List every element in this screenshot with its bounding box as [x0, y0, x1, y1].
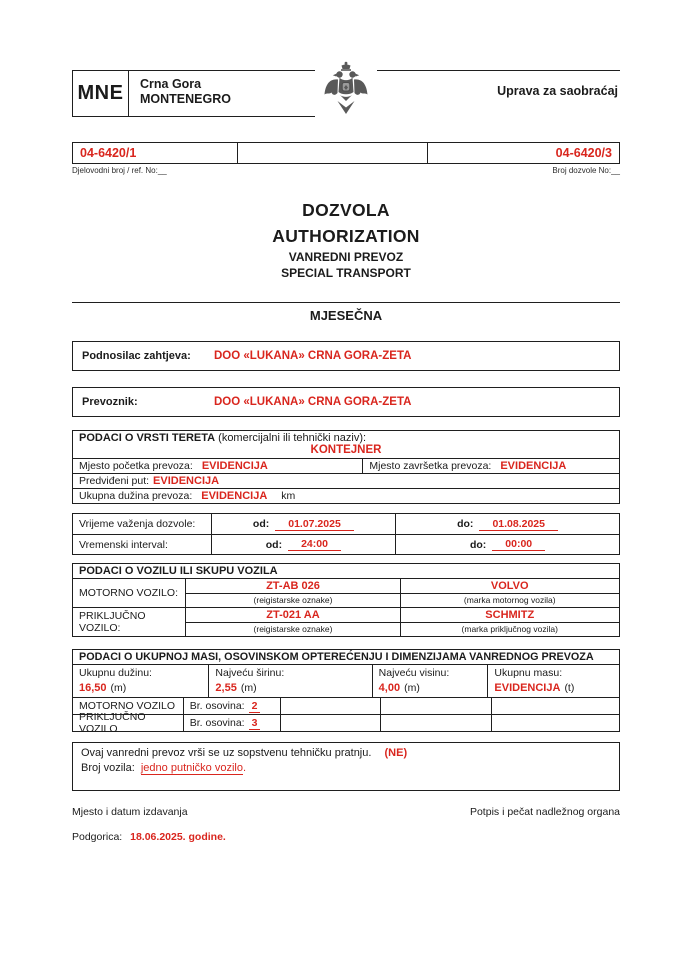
- cargo-distance-label: Ukupna dužina prevoza:: [79, 490, 193, 502]
- validity-row: [73, 514, 619, 534]
- cargo-end-cell: [362, 459, 619, 473]
- empty-cell: [380, 715, 491, 731]
- escort-flag-value: (NE): [384, 747, 408, 759]
- trailer-axles-cell: [183, 715, 281, 731]
- validity-to-cell: [395, 514, 619, 534]
- dimensions-values-row: [73, 664, 619, 697]
- escort-count-value: jedno putničko vozilo: [140, 762, 243, 774]
- horizontal-rule: [72, 302, 620, 303]
- reference-number-strip: [72, 142, 620, 164]
- motor-vehicle-row: [73, 578, 619, 607]
- cargo-start-label: Mjesto početka prevoza:: [79, 460, 193, 472]
- motor-vehicle-plate: ZT-AB 026: [186, 579, 399, 594]
- motor-axles-cell: [183, 698, 281, 714]
- issue-place: Podgorica:: [72, 831, 123, 843]
- applicant-row: [72, 341, 620, 371]
- height-unit: (m): [404, 682, 420, 694]
- empty-cell: [280, 715, 379, 731]
- mass-unit: (t): [564, 682, 575, 694]
- width-cell: [208, 665, 371, 697]
- trailer-axles-vehicle: PRIKLJUČNO VOZILO: [79, 711, 146, 735]
- motor-vehicle-make: VOLVO: [401, 579, 619, 594]
- cargo-route-cell: [73, 474, 619, 488]
- valid-to-value: 01.08.2025: [479, 518, 558, 531]
- interval-from-value: 24:00: [288, 538, 341, 551]
- ref-left-caption: Djelovodni broj / ref. No:__: [72, 166, 167, 175]
- cargo-route-label: Predviđeni put:: [79, 475, 150, 487]
- height-cell: [372, 665, 488, 697]
- width-unit: (m): [240, 682, 257, 694]
- carrier-value: DOO «LUKANA» CRNA GORA-ZETA: [214, 396, 412, 408]
- motor-vehicle-label: MOTORNO VOZILO:: [79, 587, 178, 599]
- validity-section: [72, 513, 620, 555]
- escort-statement: Ovaj vanredni prevoz vrši se uz sopstvenu tehničku pratnju.: [81, 747, 372, 759]
- validity-label: Vrijeme važenja dozvole:: [79, 518, 196, 530]
- empty-cell: [491, 698, 619, 714]
- interval-to-value: 00:00: [492, 538, 545, 551]
- trailer-vehicle-make-cell: [400, 608, 619, 636]
- carrier-row: [72, 387, 620, 417]
- cargo-title-bold: PODACI O VRSTI TERETA: [79, 432, 216, 444]
- authority-name: Uprava za saobraćaj: [497, 84, 618, 98]
- trailer-axles-row: [73, 711, 619, 735]
- signature-label: Potpis i pečat nadležnog organa: [469, 806, 620, 818]
- cargo-name: KONTEJNER: [310, 444, 382, 456]
- document-header: [72, 70, 620, 117]
- trailer-vehicle-label: PRIKLJUČNO VOZILO:: [79, 610, 146, 634]
- do-label: do:: [457, 518, 474, 530]
- doc-subtitle-local: VANREDNI PREVOZ: [288, 250, 404, 264]
- empty-cell: [280, 698, 379, 714]
- height-value: 4,00: [378, 682, 401, 694]
- interval-to-cell: [395, 535, 619, 554]
- mass-label: Ukupnu masu:: [494, 667, 563, 679]
- dimensions-section-title: PODACI O UKUPNOJ MASI, OSOVINSKOM OPTEREĆENJU I DIMENZIJAMA VANREDNOG PREVOZA: [79, 651, 594, 663]
- cargo-end-label: Mjesto završetka prevoza:: [369, 460, 492, 472]
- motor-axles-label: Br. osovina:: [189, 700, 245, 712]
- cargo-distance-unit: km: [281, 490, 296, 502]
- country-code: MNE: [73, 71, 129, 116]
- length-value: 16,50: [79, 682, 107, 694]
- trailer-vehicle-plate: ZT-021 AA: [186, 608, 399, 623]
- interval-from-cell: [211, 535, 396, 554]
- cargo-distance-cell: [73, 489, 619, 503]
- applicant-label: Podnosilac zahtjeva:: [82, 350, 191, 362]
- vehicles-section: [72, 563, 620, 637]
- ref-right-caption: Broj dozvole No:__: [552, 166, 620, 175]
- od-label: od:: [265, 538, 283, 551]
- footer-labels: [72, 806, 620, 818]
- interval-row: [73, 534, 619, 554]
- cargo-places-row: [73, 458, 619, 473]
- escort-count-suffix: .: [242, 762, 247, 774]
- escort-section: [72, 742, 620, 791]
- length-unit: (m): [110, 682, 127, 694]
- valid-from-value: 01.07.2025: [275, 518, 354, 531]
- motor-axles-vehicle: MOTORNO VOZILO: [79, 700, 176, 712]
- do-label: do:: [469, 538, 487, 551]
- country-name-english: MONTENEGRO: [140, 92, 231, 106]
- empty-cell: [380, 698, 491, 714]
- carrier-label: Prevoznik:: [82, 396, 138, 408]
- interval-label: Vremenski interval:: [79, 538, 168, 551]
- escort-line1: [81, 746, 611, 761]
- motor-vehicle-make-caption: (marka motornog vozila): [463, 595, 556, 605]
- applicant-value: DOO «LUKANA» CRNA GORA-ZETA: [214, 350, 412, 362]
- issue-place-label: Mjesto i datum izdavanja: [72, 806, 188, 818]
- od-label: od:: [252, 518, 270, 530]
- ref-number-middle: [237, 143, 428, 163]
- trailer-vehicle-make: SCHMITZ: [401, 608, 619, 623]
- doc-title-local: DOZVOLA: [302, 200, 390, 220]
- height-label: Najveću visinu:: [378, 667, 450, 679]
- mass-value: EVIDENCIJA: [494, 682, 561, 694]
- cargo-section-title: [73, 431, 619, 444]
- issue-date: 18.06.2025. godine.: [130, 831, 226, 843]
- cargo-route-value: EVIDENCIJA: [153, 475, 220, 487]
- trailer-vehicle-plate-caption: (reigistarske oznake): [253, 624, 333, 634]
- validity-from-cell: [211, 514, 396, 534]
- cargo-route-row: [73, 473, 619, 488]
- escort-line2: [81, 761, 611, 776]
- cargo-start-value: EVIDENCIJA: [201, 460, 268, 472]
- trailer-axles-label: Br. osovina:: [189, 717, 245, 729]
- issue-place-line: [72, 831, 620, 843]
- ref-number-right: 04-6420/3: [555, 146, 612, 160]
- trailer-vehicle-plate-cell: [185, 608, 399, 636]
- motor-vehicle-plate-cell: [185, 579, 399, 607]
- country-name-local: Crna Gora: [140, 77, 202, 91]
- dimensions-section: [72, 649, 620, 735]
- motor-vehicle-make-cell: [400, 579, 619, 607]
- ref-number-left: 04-6420/1: [80, 146, 137, 160]
- cargo-start-cell: [73, 459, 362, 473]
- cargo-title-rest: (komercijalni ili tehnički naziv):: [215, 432, 367, 444]
- empty-cell: [491, 715, 619, 731]
- trailer-axles-value: 3: [249, 717, 261, 730]
- cargo-section: [72, 430, 620, 504]
- country-name: [129, 71, 231, 116]
- trailer-vehicle-make-caption: (marka priključnog vozila): [461, 624, 558, 634]
- vehicles-section-title: PODACI O VOZILU ILI SKUPU VOZILA: [79, 565, 278, 577]
- motor-vehicle-plate-caption: (reigistarske oznake): [253, 595, 333, 605]
- mass-cell: [487, 665, 619, 697]
- cargo-distance-row: [73, 488, 619, 503]
- width-label: Najveću širinu:: [215, 667, 285, 679]
- doc-title-english: AUTHORIZATION: [272, 226, 420, 246]
- length-label: Ukupnu dužinu:: [79, 667, 152, 679]
- reference-captions: [72, 166, 620, 175]
- period-label: MJESEČNA: [309, 308, 383, 323]
- escort-count-label: Broj vozila:: [81, 762, 135, 774]
- width-value: 2,55: [215, 682, 237, 694]
- trailer-vehicle-row: [73, 607, 619, 636]
- cargo-end-value: EVIDENCIJA: [500, 460, 567, 472]
- motor-axles-value: 2: [249, 700, 261, 713]
- doc-subtitle-english: SPECIAL TRANSPORT: [281, 266, 411, 280]
- montenegro-coat-of-arms-icon: [315, 61, 377, 117]
- document-title-block: [72, 197, 620, 281]
- length-cell: [73, 665, 208, 697]
- cargo-distance-value: EVIDENCIJA: [201, 490, 268, 502]
